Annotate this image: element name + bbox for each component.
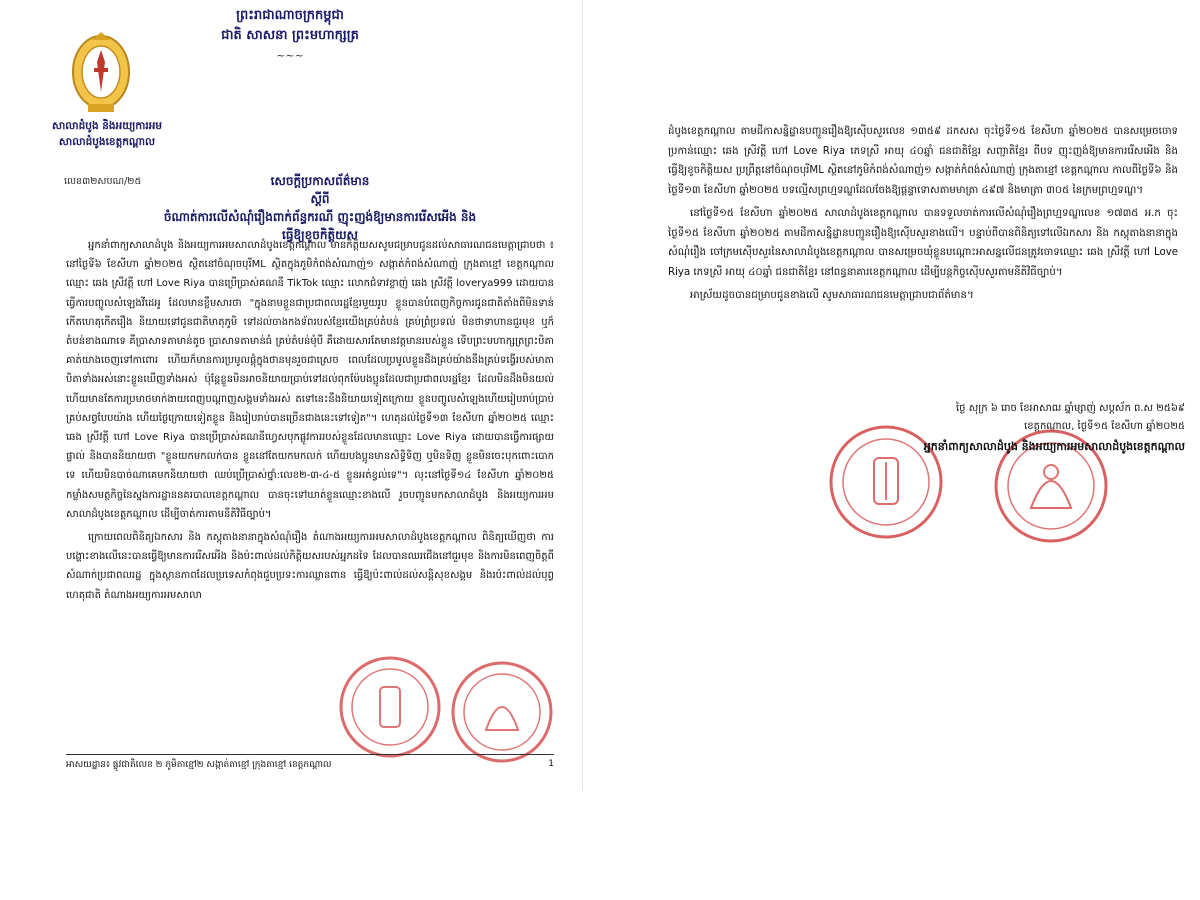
solar-date: ខេត្តកណ្តាល, ថ្ងៃទី១៥ ខែសីហា ឆ្នាំ២០២៥ [1024, 421, 1185, 432]
paragraph: ដំបូងខេត្តកណ្តាល តាមដីកាសន្និដ្ឋានបញ្ជូនរឿងឱ្យស៊ើបសួរលេខ ១៣៥៩ ដកសស ចុះថ្ងៃទី១៥ ខែសីហា ឆ្នាំ២០២៥ បានសម្រេចចោទប្រកាន់ឈ្មោះ ឆេង ស្រីវត្តី ហៅ Love Riya ភេទស្រី អាយុ ៤០ឆ្នាំ ជនជាតិខ្មែរ សញ្ជាតិខ្មែរ ពីបទ ញុះញង់ឱ្យមានការរើសអើង និង ធ្វើឱ្យខូចកិត្តិយស ប្រព្រឹត្តនៅចំណុចបុរីML ស្ថិតនៅភូមិកំពង់សំណាញ់១ សង្កាត់កំពង់សំណាញ់ ក្រុងតាខ្មៅ ខេត្តកណ្តាល កាលពីថ្ងៃទី៦ និងថ្ងៃទី១៣ ខែសីហា ឆ្នាំ២០២៥ បទល្មើសព្រហ្មទណ្ឌដែលចែងឱ្យផ្តន្ទាទោសតាមមាត្រា ៤៩៧ និងមាត្រា ៣០៥ នៃក្រមព្រហ្មទណ្ឌ។ [668, 126, 1178, 196]
page-number: 1 [548, 759, 554, 769]
kingdom-line2: ជាតិ សាសនា ព្រះមហាក្សត្រ [221, 28, 359, 43]
royal-emblem-icon [70, 32, 132, 116]
paragraph: នៅថ្ងៃទី១៥ ខែសីហា ឆ្នាំ២០២៥ សាលាដំបូងខេត្តកណ្តាល បានទទួលចាត់ការលើសំណុំរឿងព្រហ្មទណ្ឌលេខ ១៧៣៥ អ.ក ចុះថ្ងៃទី១៥ ខែសីហា ឆ្នាំ២០២៥ តាមដីកាសន្និដ្ឋានបញ្ជូនរឿងឱ្យស៊ើបសួរខាងលើ។ បន្ទាប់ពីបានពិនិត្យទៅលើឯកសារ និង កស្តុតាងនានាក្នុងសំណុំរឿង ចៅក្រមស៊ើបសួរនៃសាលាដំបូងខេត្តកណ្តាល បានសម្រេចឃុំខ្លួនបណ្តោះអាសន្នលើជនត្រូវចោទឈ្មោះ ឆេង ស្រីវត្តី ហៅ Love Riya ភេទស្រី អាយុ ៤០ឆ្នាំ ជនជាតិខ្មែរ នៅពន្ធនាគារខេត្តកណ្តាល ដើម្បីបន្តកិច្ចស៊ើបសួរតាមនីតិវិធីច្បាប់។ [668, 208, 1178, 278]
title-line2: ស្តីពី [310, 192, 330, 206]
official-seal-icon [338, 655, 442, 759]
page-footer [66, 754, 554, 772]
document-page-1 [0, 0, 583, 790]
paragraph: អាស្រ័យដូចបានជម្រាបជូនខាងលើ សូមសាធារណជនមេត្តាជ្រាបជាព័ត៌មាន។ [690, 290, 974, 301]
kingdom-heading [180, 6, 400, 66]
page1-body [66, 236, 554, 609]
title-line1: សេចក្តីប្រកាសព័ត៌មាន [270, 174, 370, 188]
title-line4: ធ្វើឱ្យខូចកិត្តិយស [282, 228, 358, 242]
reference-number: លេខ៣២សបណ/២៥ [64, 176, 142, 187]
court-name-line2: សាលាដំបូងខេត្តកណ្តាល [58, 136, 156, 148]
lunar-date: ថ្ងៃ សុក្រ ៦ រោច ខែអាសាឍ ឆ្នាំម្សាញ់ សប្តស័ក ព.ស ២៥៦៩ [956, 403, 1185, 414]
kingdom-line1: ព្រះរាជាណាចក្រកម្ពុជា [236, 8, 344, 23]
paragraph: អ្នកនាំពាក្យសាលាដំបូង និងអយ្យការអមសាលាដំបូងខេត្តកណ្តាល មានកិត្តិយសសូមជម្រាបជូនដល់សាធារណជនមេត្តាជ្រាបថា ៖ នៅថ្ងៃទី៦ ខែសីហា ឆ្នាំ២០២៥ ស្ថិតនៅចំណុចបុរីML ស្ថិតក្នុងភូមិកំពង់សំណាញ់១ សង្កាត់កំពង់សំណាញ់ ក្រុងតាខ្មៅ ខេត្តកណ្តាល ឈ្មោះ ឆេង ស្រីវត្តី ហៅ Love Riya បានប្រើប្រាស់គណនី TikTok ឈ្មោះ លោកជំទាវខ្លាញ់ ឆេង ស្រីវត្តី loverya999 ដោយបានធ្វើការបញ្ចូលសំឡេងវីដេអូ ដែលមានខ្លឹមសារថា "ក្នុងនាមខ្លួនជាប្រជាពលរដ្ឋខ្មែរមួយរូប ខ្លួនបានបំពេញកិច្ចការជូនជាតិតាំងពីមិនទាន់កើតហេតុកើតរឿង និយាយទៅជូនជាតិមាតុភូមិ ទៅដល់ចាងកងទ័ពរបស់ខ្មែរយើងគ្រប់តំបន់ គ្រប់ព្រំប្រទល់ មិនថាទាហានជួរមុខ ឬក៏តំបន់ខាងណាទេ គឺប្រាសាទតាមាន់តូច ប្រាសាទតាមាន់ធំ គ្រប់តំបន់មុំបី គឺដោយសារតែមានវត្តមានរបស់ខ្លួន ទើបព្រះមហាក្សត្រព្រះបិតាគាត់យាងចេញទៅកាពោរ ហើយក៏មានការប្រមូលផ្តុំក្នុងថានមុនរួចជាស្រេច ពេលដែលប្រមូលខ្លួនដឹងគ្រប់យ៉ាងនឹងគ្រប់ទង្វើរបស់មាតាបិតាទាំងអស់នោះខ្លួនឃើញទាំងអស់ ប៉ុន្តែខ្លួនមិនអាចនិយាយប្រាប់ទៅដល់ពុកម៉ែបងប្អូនដែលជាប្រជាពលរដ្ឋខ្មែរ ដែលមិនដឹងមិនយល់ ហើយមានតែការប្រមាថមាក់ងាយពេញបណ្តាញសង្គមទាំងអស់ តទៅនេះនឹងនិយាយទៀតក្រោយ ខ្លួនបញ្ចូលសំឡេងហើយរៀបរាប់ប្រាប់គ្រប់សព្វបែបយ៉ាង ហើយថ្ងៃក្រោយទៀតខ្លួន និងរៀបរាប់បានច្រើនជាងនេះទៅទៀត"។ ហេតុដល់ថ្ងៃទី១៣ ខែសីហា ឆ្នាំ២០២៥ ឈ្មោះ ឆេង ស្រីវត្តី ហៅ Love Riya បានប្រើប្រាស់គណនីហ្វេសបុកផ្លូវការរបស់ខ្លួនដែលមានឈ្មោះ Love Riya ដោយបានធ្វើការផ្សាយផ្ទាល់ និងបាននិយាយថា "ខ្លួនយកមកលក់បាន ខ្លួននៅតែយកមកលក់ ហើយបងប្អូនមានសិទ្ធិទិញ ឬមិនទិញ ខ្លួនមិនចេះបុកពោះបោកទេ ហើយមិនបាច់ណាគេមកនិយាយថា ឈប់ប្រើប្រាស់ថ្នាំ:លេខ២-៣-៤-៥ ខ្លួនអត់ខ្វល់ទេ"។ លុះនៅថ្ងៃទី១៤ ខែសីហា ឆ្នាំ២០២៥ កម្លាំងសមត្ថកិច្ចនៃស្នងការដ្ឋាននគរបាលខេត្តកណ្តាល បានចុះទៅឃាត់ខ្លួនឈ្មោះខាងលើ រួចបញ្ជូនមកសាលាដំបូង និងអយ្យការអមសាលាដំបូងខេត្តកណ្តាល ដើម្បីចាត់ការតាមនីតិវិធីច្បាប់។ [66, 240, 554, 520]
court-name [22, 118, 192, 150]
page2-body [668, 122, 1178, 310]
document-page-2 [600, 0, 1200, 900]
announcement-title [120, 172, 520, 244]
official-seal-icon [450, 660, 554, 764]
title-line3: ចំណាត់ការលើសំណុំរឿងពាក់ព័ន្ធករណី ញុះញង់ឱ្យមានការរើសអើង និង [163, 210, 477, 224]
paragraph: ក្រោយពេលពិនិត្យឯកសារ និង កស្តុតាងនានាក្នុងសំណុំរឿង តំណាងអយ្យការអមសាលាដំបូងខេត្តកណ្តាល ពិនិត្យឃើញថា ការបង្ហោះខាងលើនេះបានធ្វើឱ្យមានការរើសអើង និងប៉ះពាល់ដល់កិត្តិយសរបស់អ្នកដទៃ ដែលបានឈរជើងនៅជួរមុខ និងការមិនពេញចិត្តពីសំណាក់ប្រជាពលរដ្ឋ ក្នុងស្ថានភាពដែលប្រទេសកំពុងជួបប្រទះការឈ្លានពាន ធ្វើឱ្យប៉ះពាល់ដល់សន្តិសុខសង្គម និងរប៉ះពាល់ដល់បុព្វហេតុជាតិ តំណាងអយ្យការអមសាលា [66, 532, 554, 601]
ornament-divider: ~~~ [276, 49, 304, 62]
footer-address: អាសយដ្ឋាន៖ ផ្លូវជាតិលេខ ២ ភូមិតាខ្មៅ២ សង្កាត់តាខ្មៅ ក្រុងតាខ្មៅ ខេត្តកណ្តាល [66, 760, 332, 770]
court-name-line1: សាលាដំបូង និងអយ្យការអម [51, 120, 163, 132]
signatory-name: អ្នកនាំពាក្យសាលាដំបូង និងអយ្យការអមសាលាដំបូងខេត្តកណ្តាល [923, 440, 1185, 453]
